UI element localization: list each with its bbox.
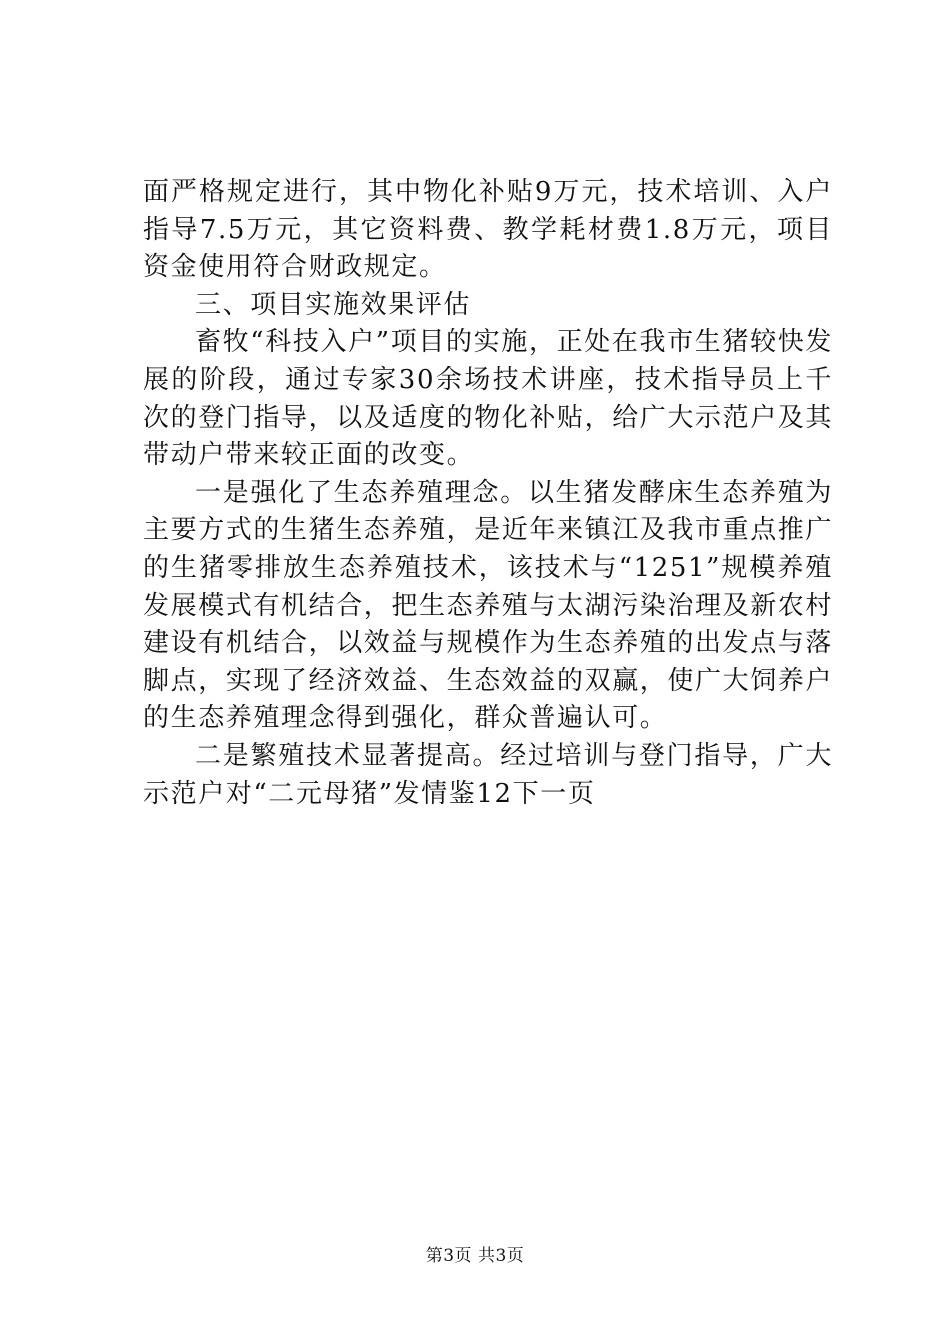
paragraph-funding: 面严格规定进行，其中物化补贴9万元，技术培训、入户指导7.5万元，其它资料费、教学耗材费1.8万元，项目资金使用符合财政规定。 xyxy=(143,177,833,283)
paragraph-breeding-technology: 二是繁殖技术显著提高。经过培训与登门指导，广大示范户对“二元母猪”发情鉴12下一页 xyxy=(143,740,833,809)
section-heading-evaluation: 三、项目实施效果评估 xyxy=(195,289,472,320)
page-footer: 第3页 共3页 xyxy=(425,1246,525,1266)
paragraph-project-overview: 畜牧“科技入户”项目的实施，正处在我市生猪较快发展的阶段，通过专家30余场技术讲座，技术指导员上千次的登门指导，以及适度的物化补贴，给广大示范户及其带动户带来较正面的改变。 xyxy=(143,327,834,471)
paragraph-ecological-concept: 一是强化了生态养殖理念。以生猪发酵床生态养殖为主要方式的生猪生态养殖，是近年来镇江及我市重点推广的生猪零排放生态养殖技术，该技术与“1251”规模养殖发展模式有机结合，把生态养殖与太湖污染治理及新农村建设有机结合，以效益与规模作为生态养殖的出发点与落脚点，实现了经济效益、生态效益的双赢，使广大饲养户的生态养殖理念得到强化，群众普遍认可。 xyxy=(143,477,834,734)
document-body xyxy=(143,174,833,813)
